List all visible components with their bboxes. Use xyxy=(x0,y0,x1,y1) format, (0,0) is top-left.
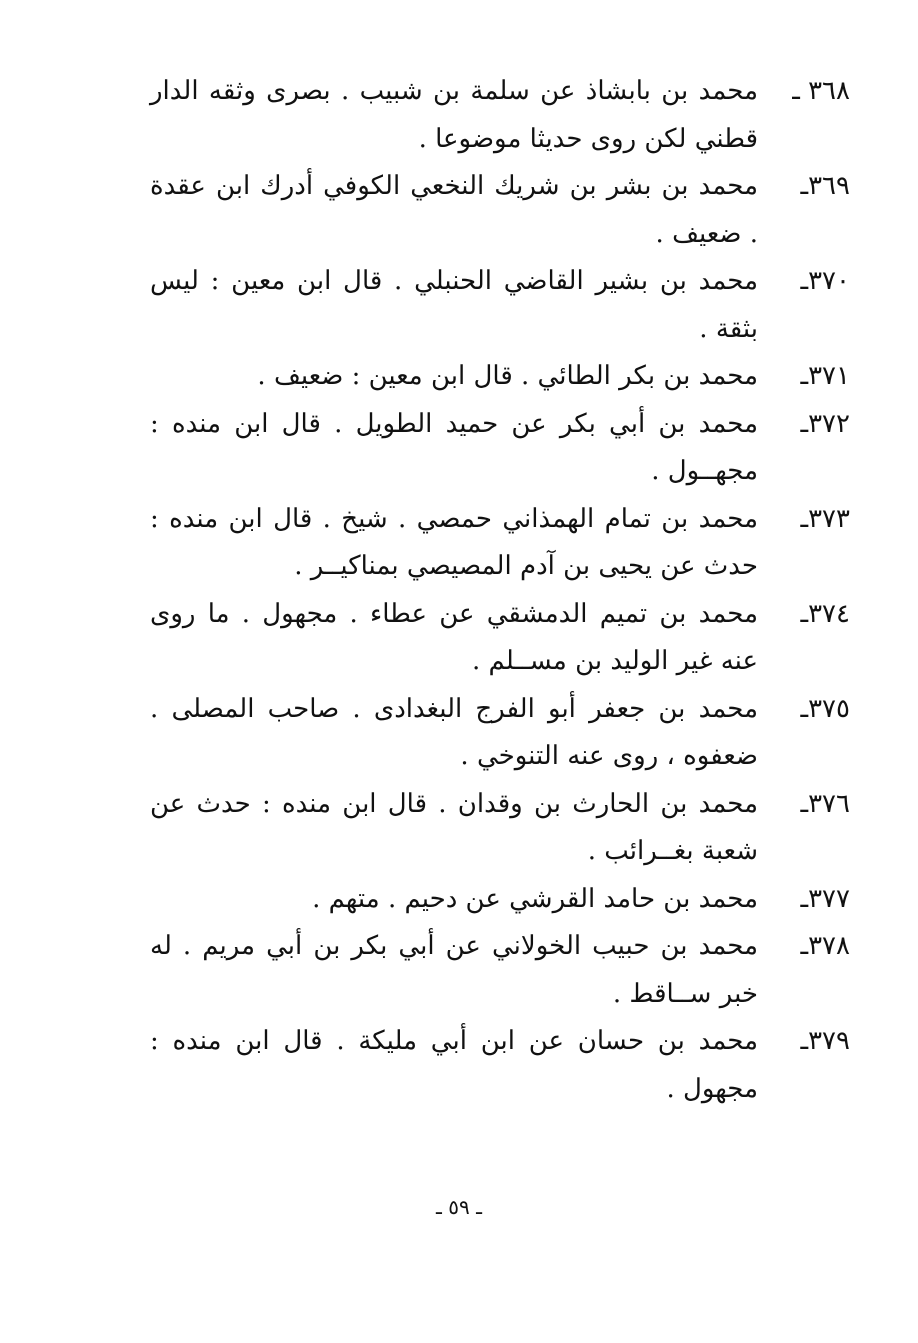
entry-list xyxy=(150,68,850,1113)
entry-text: محمد بن حسان عن ابن أبي مليكة . قال ابن منده : مجهول . xyxy=(150,1026,758,1104)
list-item xyxy=(150,401,850,496)
entry-text: محمد بن بابشاذ عن سلمة بن شبيب . بصرى وثقه الدار قطني لكن روى حديثا موضوعا . xyxy=(150,76,758,154)
list-item xyxy=(150,781,850,876)
entry-number: ٣٧٢ـ xyxy=(800,408,850,439)
entry-text: محمد بن بشر بن شريك النخعي الكوفي أدرك ابن عقدة . ضعيف . xyxy=(150,171,758,249)
entry-number: ٣٦٩ـ xyxy=(800,171,850,201)
entry-number: ٣٦٨ ـ xyxy=(792,76,850,106)
list-item xyxy=(150,496,850,591)
list-item xyxy=(150,163,850,258)
entry-number: ٣٧٩ـ xyxy=(800,1026,850,1056)
entry-number: ٣٧٧ـ xyxy=(800,883,850,914)
entry-text: محمد بن الحارث بن وقدان . قال ابن منده : حدث عن شعبة بغــرائب . xyxy=(150,788,758,866)
list-item xyxy=(150,68,850,163)
entry-number: ٣٧٤ـ xyxy=(800,598,850,629)
list-item xyxy=(150,923,850,1018)
list-item xyxy=(150,1018,850,1113)
list-item xyxy=(150,876,850,924)
entry-number: ٣٧٨ـ xyxy=(800,931,850,961)
entry-text: محمد بن تميم الدمشقي عن عطاء . مجهول . ما روى عنه غير الوليد بن مســلم . xyxy=(150,598,758,676)
entry-text: محمد بن بشير القاضي الحنبلي . قال ابن معين : ليس بثقة . xyxy=(150,266,758,344)
entry-text: محمد بن أبي بكر عن حميد الطويل . قال ابن منده : مجهــول . xyxy=(150,408,758,486)
entry-number: ٣٧٥ـ xyxy=(800,693,850,724)
entry-text: محمد بن حامد القرشي عن دحيم . متهم . xyxy=(312,883,758,914)
entry-text: محمد بن تمام الهمذاني حمصي . شيخ . قال ابن منده : حدث عن يحيى بن آدم المصيصي بمناكيــر . xyxy=(150,503,758,581)
list-item xyxy=(150,353,850,401)
entry-number: ٣٧١ـ xyxy=(800,361,850,391)
entry-text: محمد بن بكر الطائي . قال ابن معين : ضعيف . xyxy=(257,361,758,391)
entry-number: ٣٧٣ـ xyxy=(800,503,850,534)
entry-text: محمد بن حبيب الخولاني عن أبي بكر بن أبي مريم . له خبر ســاقط . xyxy=(150,931,758,1009)
entry-number: ٣٧٠ـ xyxy=(800,266,850,296)
list-item xyxy=(150,686,850,781)
page-number: ـ ٥٩ ـ xyxy=(436,1195,482,1219)
list-item xyxy=(150,258,850,353)
list-item xyxy=(150,591,850,686)
entry-number: ٣٧٦ـ xyxy=(800,788,850,819)
entry-text: محمد بن جعفر أبو الفرج البغدادى . صاحب المصلى . ضعفوه ، روى عنه التنوخي . xyxy=(150,693,758,771)
